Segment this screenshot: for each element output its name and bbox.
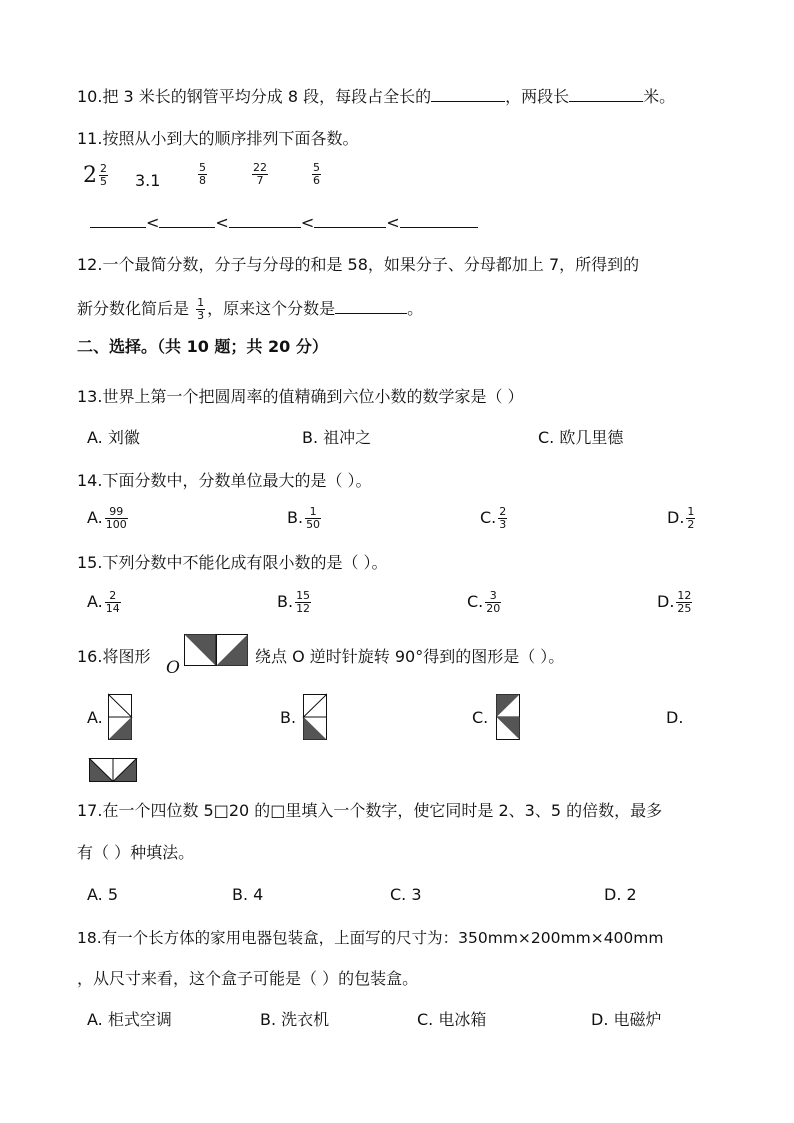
q16-option-c-label[interactable]: C. [472,708,489,727]
q16-stem-b: 绕点 O 逆时针旋转 90°得到的图形是（ ）。 [255,647,565,666]
q10-line [77,86,675,108]
q12-blank[interactable] [335,293,407,314]
q10-text-c: 米。 [643,87,676,106]
q17-line-2: 有（ ）种填法。 [77,843,195,862]
mixed-number [83,163,110,188]
q12-line-1: 12.一个最简分数，分子与分母的和是 58，如果分子、分母都加上 7，所得到的 [77,255,640,274]
q13-option-a[interactable]: A. 刘徽 [87,428,140,447]
order-blank-2[interactable] [159,212,215,228]
q18-option-d[interactable]: D. 电磁炉 [591,1010,662,1029]
q10-blank-2[interactable] [569,86,643,102]
order-blank-1[interactable] [90,212,146,228]
q17-option-a[interactable]: A. 5 [87,885,119,904]
lt-sign: < [300,213,315,232]
q16-option-b-label[interactable]: B. [280,708,297,727]
q16-option-a-label[interactable]: A. [87,708,103,727]
q11-order-line [90,212,478,234]
order-blank-5[interactable] [400,212,478,228]
lt-sign: < [146,213,160,232]
q13-stem: 13.世界上第一个把圆周率的值精确到六位小数的数学家是（ ） [77,387,524,406]
q14-option-b[interactable]: B. $\frac{1}{50}$ [287,505,321,531]
q12-line-2 [77,292,423,326]
fraction-3: $\frac{5}{6}$ [313,161,320,187]
q16-option-d-label[interactable]: D. [666,708,684,727]
q12-fraction: $\frac{1}{3}$ [197,296,205,322]
q10-text-a: 10.把 3 米长的钢管平均分成 8 段，每段占全长的 [77,87,432,106]
q15-option-b[interactable]: B. $\frac{15}{12}$ [277,589,311,615]
q17-option-b[interactable]: B. 4 [232,885,264,904]
q16-stem-a: 16.将图形 [77,647,151,666]
q18-line-1: 18.有一个长方体的家用电器包装盒，上面写的尺寸为：350mm×200mm×400mm [77,929,664,947]
q18-option-a[interactable]: A. 柜式空调 [87,1010,172,1029]
q16-option-b-figure[interactable] [303,694,327,740]
q17-option-c[interactable]: C. 3 [390,885,422,904]
q12-text-a: 新分数化简后是 [77,299,190,318]
rotation-point-label: O [166,658,180,678]
q15-option-d[interactable]: D. $\frac{12}{25}$ [657,589,692,615]
q14-stem: 14.下面分数中，分数单位最大的是（ ）。 [77,471,372,490]
q16-option-a-figure[interactable] [108,694,132,740]
q12-text-b: ，原来这个分数是 [207,299,336,318]
q15-option-a[interactable]: A. $\frac{2}{14}$ [87,589,120,615]
q16-option-c-figure[interactable] [496,694,520,740]
fraction-1: $\frac{5}{8}$ [199,161,206,187]
q18-option-b[interactable]: B. 洗衣机 [260,1010,330,1029]
q12-text-c: 。 [407,299,424,318]
q13-option-b[interactable]: B. 祖冲之 [302,428,372,447]
q14-option-c[interactable]: C. $\frac{2}{3}$ [480,505,507,531]
q17-line-1: 17.在一个四位数 5□20 的□里填入一个数字，使它同时是 2、3、5 的倍数，最多 [77,801,663,820]
section-title: 二、选择。（共 10 题；共 20 分） [77,337,328,356]
q10-text-b: ，两段长 [505,87,570,106]
q11-numbers [83,163,110,199]
q17-option-d[interactable]: D. 2 [604,885,637,904]
fraction-2: $\frac{22}{7}$ [253,161,267,187]
decimal-value: 3.1 [135,171,161,190]
order-blank-3[interactable] [229,212,301,228]
order-blank-4[interactable] [314,212,386,228]
q15-stem: 15.下列分数中不能化成有限小数的是（ ）。 [77,553,388,572]
lt-sign: < [386,213,400,232]
q14-option-a[interactable]: A. $\frac{99}{100}$ [87,505,127,531]
mixed-fraction: $\frac{2}{5}$ [100,162,107,188]
q16-source-figure [184,634,248,666]
q18-option-c[interactable]: C. 电冰箱 [417,1010,487,1029]
q15-option-c[interactable]: C. $\frac{3}{20}$ [467,589,501,615]
q18-line-2: ，从尺寸来看，这个盒子可能是（ ）的包装盒。 [77,969,419,988]
q10-blank-1[interactable] [431,86,505,102]
q14-option-d[interactable]: D. $\frac{1}{2}$ [667,505,695,531]
mixed-whole: 2 [83,162,97,188]
lt-sign: < [215,213,229,232]
q13-option-c[interactable]: C. 欧几里德 [538,428,624,447]
q16-option-d-figure[interactable] [89,758,137,782]
q11-stem: 11.按照从小到大的顺序排列下面各数。 [77,129,359,148]
